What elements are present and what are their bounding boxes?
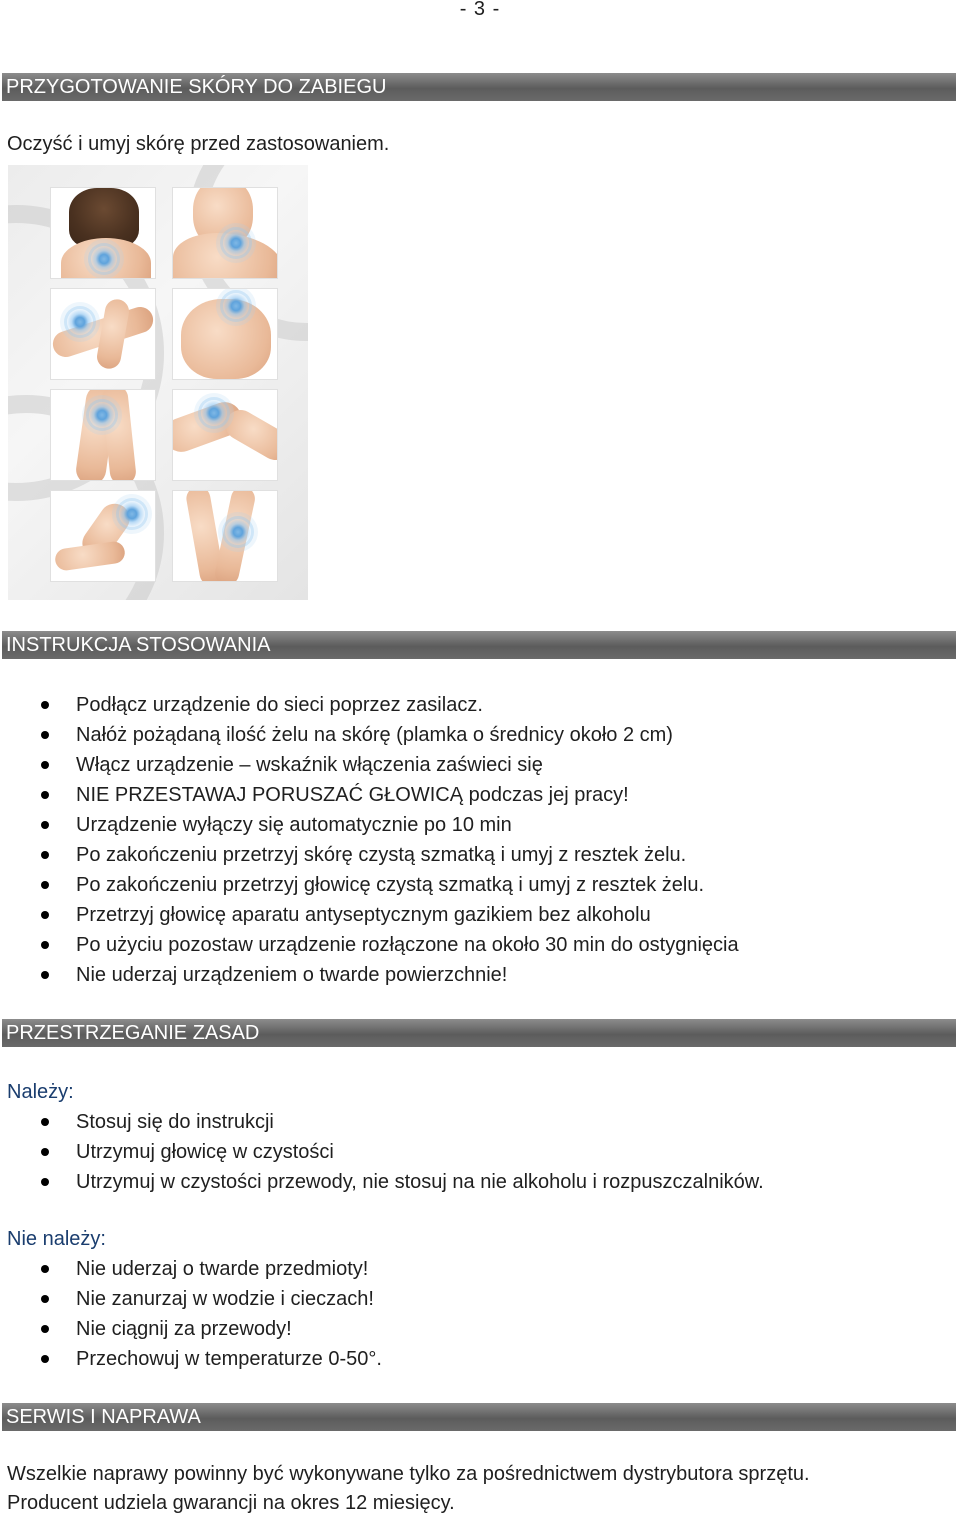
list-item: Nałóż pożądaną ilość żelu na skórę (plamka o średnicy około 2 cm) (0, 720, 739, 750)
must-list (0, 1107, 764, 1197)
neck-front-tile (172, 187, 278, 279)
list-item: Nie zanurzaj w wodzie i cieczach! (0, 1284, 382, 1314)
must-not-list (0, 1254, 382, 1374)
must-heading: Należy: (7, 1081, 74, 1103)
section-header-usage-instructions: INSTRUKCJA STOSOWANIA (2, 631, 956, 659)
list-item: NIE PRZESTAWAJ PORUSZAĆ GŁOWICĄ podczas jej pracy! (0, 780, 739, 810)
list-item: Po zakończeniu przetrzyj głowicę czystą szmatką i umyj z resztek żelu. (0, 870, 739, 900)
legs-tile (172, 490, 278, 582)
list-item: Stosuj się do instrukcji (0, 1107, 764, 1137)
list-item: Przetrzyj głowicę aparatu antyseptycznym gazikiem bez alkoholu (0, 900, 739, 930)
skin-preparation-text: Oczyść i umyj skórę przed zastosowaniem. (7, 133, 390, 155)
body-areas-illustration (8, 165, 308, 600)
must-not-heading: Nie należy: (7, 1228, 106, 1250)
neck-back-tile (50, 187, 156, 279)
list-item: Przechowuj w temperaturze 0-50°. (0, 1344, 382, 1374)
list-item: Po zakończeniu przetrzyj skórę czystą szmatką i umyj z resztek żelu. (0, 840, 739, 870)
list-item: Utrzymuj w czystości przewody, nie stosuj na nie alkoholu i rozpuszczalników. (0, 1167, 764, 1197)
usage-instructions-list (0, 690, 739, 990)
service-text-line-2: Producent udziela gwarancji na okres 12 miesięcy. (7, 1492, 455, 1514)
section-header-service: SERWIS I NAPRAWA (2, 1403, 956, 1431)
list-item: Nie ciągnij za przewody! (0, 1314, 382, 1344)
arm-tile (50, 288, 156, 380)
knee-side-tile (50, 389, 156, 481)
foot-tile (50, 490, 156, 582)
service-text-line-1: Wszelkie naprawy powinny być wykonywane tylko za pośrednictwem dystrybutora sprzętu. (7, 1463, 810, 1485)
page-number: - 3 - (459, 0, 501, 20)
section-header-rules: PRZESTRZEGANIE ZASAD (2, 1019, 956, 1047)
buttocks-tile (172, 288, 278, 380)
list-item: Podłącz urządzenie do sieci poprzez zasilacz. (0, 690, 739, 720)
list-item: Po użyciu pozostaw urządzenie rozłączone na około 30 min do ostygnięcia (0, 930, 739, 960)
list-item: Utrzymuj głowicę w czystości (0, 1137, 764, 1167)
list-item: Nie uderzaj urządzeniem o twarde powierzchnie! (0, 960, 739, 990)
knee-bent-tile (172, 389, 278, 481)
list-item: Włącz urządzenie – wskaźnik włączenia zaświeci się (0, 750, 739, 780)
list-item: Urządzenie wyłączy się automatycznie po 10 min (0, 810, 739, 840)
section-header-skin-preparation: PRZYGOTOWANIE SKÓRY DO ZABIEGU (2, 73, 956, 101)
list-item: Nie uderzaj o twarde przedmioty! (0, 1254, 382, 1284)
